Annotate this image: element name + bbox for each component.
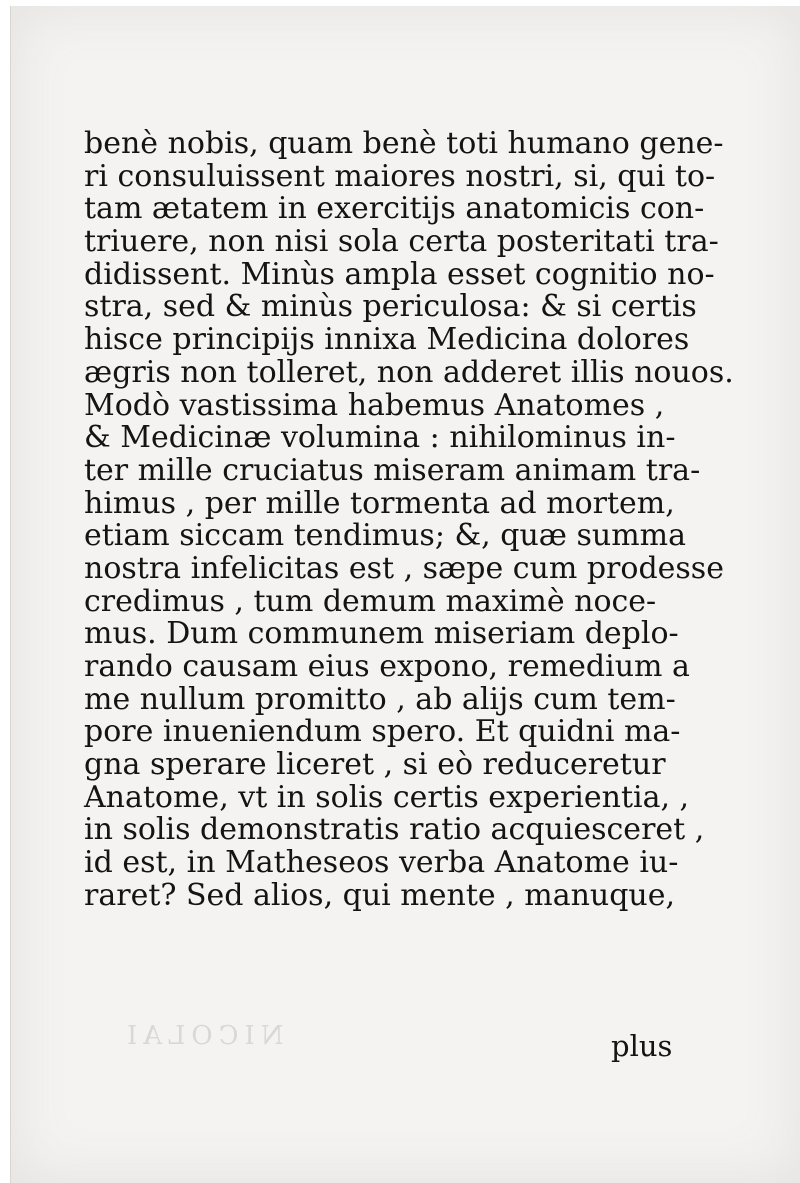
text-line: gna sperare liceret , si eò reduceretur xyxy=(84,747,666,783)
bleed-through-text: NICOLAI xyxy=(121,1021,284,1051)
text-line: credimus , tum demum maximè noce- xyxy=(84,583,657,619)
text-line: tam ætatem in exercitijs anatomicis con- xyxy=(84,191,705,227)
text-line: in solis demonstratis ratio acquiesceret , xyxy=(84,812,705,848)
text-line: etiam siccam tendimus; &, quæ summa xyxy=(84,518,687,554)
text-line: ri consuluissent maiores nostri, si, qui to- xyxy=(84,158,716,194)
text-line: benè nobis, quam benè toti humano gene- xyxy=(84,126,724,161)
text-line: ægris non tolleret, non adderet illis nouos. xyxy=(84,354,734,390)
text-line: mus. Dum communem miseriam deplo- xyxy=(84,616,679,652)
text-line: ter mille cruciatus miseram animam tra- xyxy=(84,452,701,488)
body-text xyxy=(84,126,734,913)
text-line: & Medicinæ volumina : nihilominus in- xyxy=(84,420,676,456)
text-line: nostra infelicitas est , sæpe cum prodesse xyxy=(84,550,724,586)
catchword: plus xyxy=(611,1029,673,1063)
text-line: Anatome, vt in solis certis experientia, , xyxy=(84,779,690,815)
text-line: raret? Sed alios, qui mente , manuque, xyxy=(84,877,676,913)
text-line: id est, in Matheseos verba Anatome iu- xyxy=(84,845,679,881)
text-line: didissent. Minùs ampla esset cognitio no- xyxy=(84,256,715,292)
text-line: me nullum promitto , ab alijs cum tem- xyxy=(84,681,676,717)
text-line: Modò vastissima habemus Anatomes , xyxy=(84,387,665,423)
text-line: rando causam eius expono, remedium a xyxy=(84,649,690,684)
text-line: hisce principijs innixa Medicina dolores xyxy=(84,322,690,358)
text-line: stra, sed & minùs periculosa: & si certis xyxy=(84,289,697,325)
text-line: triuere, non nisi sola certa posteritati tra- xyxy=(84,224,719,260)
text-line: pore inueniendum spero. Et quidni ma- xyxy=(84,714,681,750)
book-page xyxy=(10,6,800,1183)
text-line: himus , per mille tormenta ad mortem, xyxy=(84,485,675,521)
